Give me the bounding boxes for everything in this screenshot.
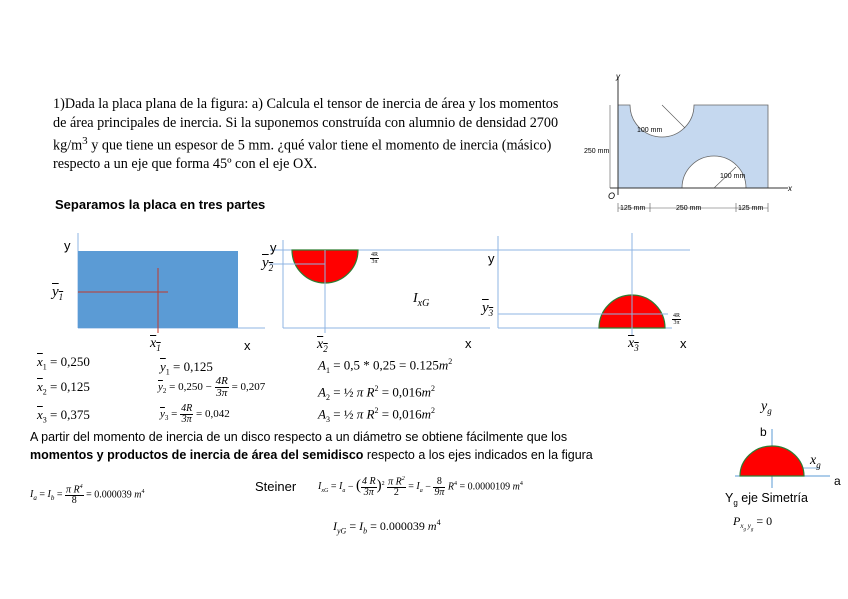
problem-rest: y que tiene un espesor de 5 mm. ¿qué valor tiene el momento de inercia (másico) respecto a un eje que forma 45º con el eje OX. (53, 137, 552, 173)
p2-y-label: y (270, 240, 277, 255)
p3-ybar-label: $y_3$ (482, 300, 494, 318)
bottom-radius-label: 100 mm (720, 173, 746, 180)
note-line-1: A partir del momento de inercia de un disco respecto a un diámetro se obtiene fácilmente que los (30, 430, 568, 444)
problem-intro: 1)Dada la placa plana de la figura: a) Calcula el tensor de inercia de área y los momentos de área principales de inercia. Si la suponemos construída con alumnio de densidad 2700 kg/m (53, 96, 559, 154)
x3-eq: $\overline{x}_3 = 0,375$ (37, 407, 90, 425)
top-radius-line (662, 105, 685, 128)
p1-x-label: x (244, 338, 251, 353)
x1-eq: $\overline{x}_1 = 0,250$ (37, 354, 90, 372)
semidisk-xg-label: $x_g$ (810, 453, 821, 470)
p2-xbar-label: $x_2$ (317, 337, 328, 354)
semidisk-caption: $Y_g$ eje Simetría (725, 491, 808, 508)
semidisk-product: $P_{x_g y_g} = 0$ (733, 514, 773, 533)
p3-xbar-label: $x_3$ (628, 336, 639, 353)
p2-ybar-label: $y_2$ (262, 255, 274, 273)
plate-x-label: x (788, 184, 792, 193)
semidisk-figure (720, 415, 845, 495)
semidisk-shape (740, 446, 804, 476)
a2-eq: $A_2$ = ½ π $R^2 = 0,016m^2$ (318, 384, 435, 402)
p3-y-label: y (488, 251, 495, 266)
dim-left-label: 125 mm (620, 205, 646, 212)
y3-eq: $\overline{y}_3$ = $\frac{4R}{3\pi}$ = 0,042 (160, 403, 230, 425)
parts-diagram (0, 228, 720, 358)
p3-4r3pi: $\frac{4R}{3\pi}$ (673, 313, 681, 326)
dim-right-label: 125 mm (738, 205, 764, 212)
semidisk-yg-label: $y_g$ (761, 399, 772, 416)
plate-figure (580, 70, 810, 220)
ixg-formula: $I_{xG} = I_a$ − ( $\frac{4 R}{3\pi}$ )$^2$ $\frac{\pi R^2}{2}$ = $I_a$ − $\frac{8}{9\pi}$ $R^4 = 0.0000109$ $m^4$ (318, 475, 523, 499)
y2-eq: $\overline{y}_2 = 0,250$ − $\frac{4R}{3\pi}$ = 0,207 (158, 375, 266, 399)
problem-sup: 3 (82, 135, 88, 147)
p1-ybar-label: $y_1$ (52, 284, 64, 302)
problem-statement (53, 95, 573, 174)
dim-mid-label: 250 mm (676, 205, 702, 212)
p3-x-label: x (680, 336, 687, 351)
plate-origin-label: O (608, 191, 616, 201)
p2-4r3pi: $\frac{4R}{3\pi}$ (371, 252, 379, 265)
iyg-formula: $I_{yG} = I_b = 0.000039$ $m^4$ (333, 518, 441, 536)
a3-eq: $A_3$ = ½ π $R^2 = 0,016m^2$ (318, 406, 435, 424)
ixg-label: $I_{xG}$ (413, 291, 430, 309)
plate-shape (618, 105, 768, 188)
note-line-2: momentos y productos de inercia de área del semidisco respecto a los ejes indicados en la figura (30, 448, 593, 462)
top-radius-label: 100 mm (637, 127, 663, 134)
steiner-label: Steiner (255, 479, 297, 494)
x2-eq: $\overline{x}_2 = 0,125$ (37, 379, 90, 397)
p1-y-label: y (64, 238, 71, 253)
p1-xbar-label: $x_1$ (150, 336, 161, 353)
section-heading: Separamos la placa en tres partes (55, 197, 266, 212)
semidisk-a-label: a (834, 474, 841, 488)
a1-eq: $A_1 = 0,5 * 0,25 = 0.125m^2$ (318, 357, 453, 375)
plate-y-label: y (616, 72, 620, 81)
height-label: 250 mm (584, 148, 610, 155)
semidisk-b-label: b (760, 425, 767, 439)
ia-formula: $I_a = I_b$ = $\frac{\pi R^4}{8}$ = 0.000039 $m^4$ (30, 484, 145, 507)
p2-x-label: x (465, 336, 472, 351)
y1-eq: $\overline{y}_1 = 0,125$ (160, 359, 213, 377)
